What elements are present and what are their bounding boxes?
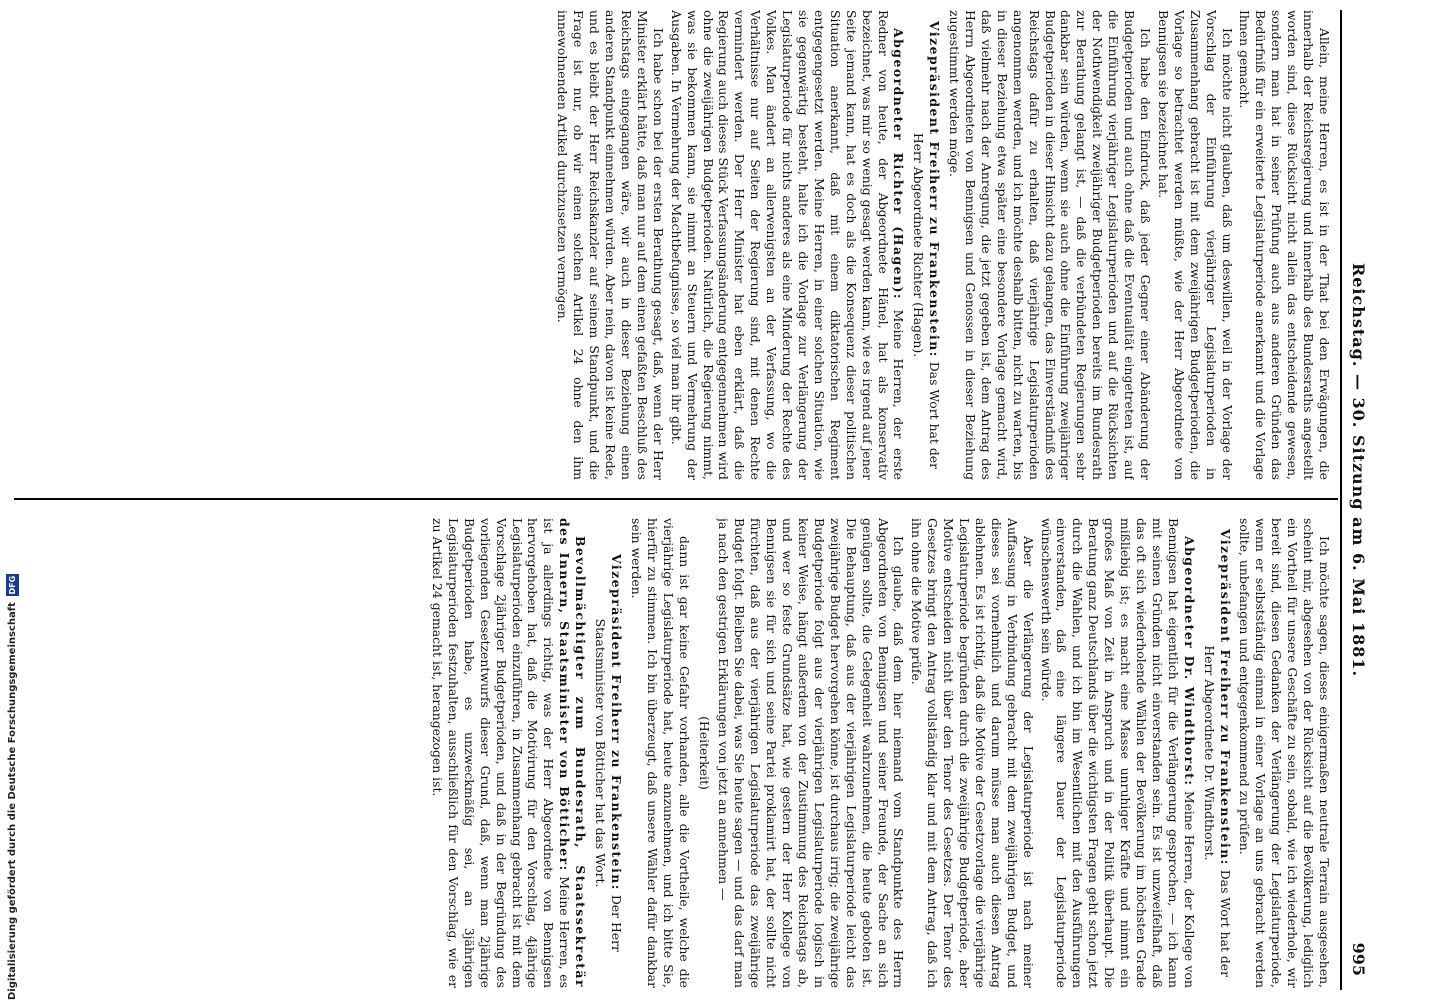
paragraph-text: dann ist gar keine Gefahr vorhanden, alle die Vortheile, welche die vierjährige Legislaturperiode hat, heute anzunehmen, und ich bitte Sie, hierfür zu stimmen. Ich bin überzeugt, daß unsere Wähler dafür dankbar sein werden. [628, 518, 692, 988]
paragraph [1155, 10, 1235, 480]
text-column-left [12, 518, 1332, 988]
speaker-name: Bevollmächtigter zum Bundesrath, Staatssekretär des Innern, Staatsminister von Bötticher: [557, 518, 589, 988]
paragraph-text: Das Wort hat der Herr Abgeordnete Dr. Windthorst. [1201, 645, 1233, 978]
centered-paragraph [592, 518, 624, 988]
digitization-footer [2, 400, 22, 1000]
page-header [1344, 24, 1374, 976]
paragraph-text: Meine Herren, es ist ja allerdings richtig, was der Herr Abgeordnete von Bennigsen hervorgehoben hat, daß die Motivirung für den Vorschlag, 4jährige Legislaturperioden einzuführen, in Zusammenhang gebracht ist mit dem Vorschlage 2jähriger Budgetperioden, und daß in der Begründung des vorliegenden Gesetzentwurfs dieser Grund, daß, wenn man 2jährige Budgetperioden habe, es unzweckmäßig sei, an 3jährigen Legislaturperioden festzuhalten, ausschließlich für den Vorschlag, wie er zu Artikel 24 gemacht ist, herangezogen ist. [430, 518, 573, 988]
running-title: Reichstag. — 30. Sitzung am 6. Mai 1881. [1349, 262, 1369, 678]
paragraph-text: Ich möchte sagen, dieses einigermaßen neutrale Terrain ausgesehen, scheint mir, abgesehen von der Rücksicht auf die Bevölkerung, lediglich ein Vortheil für unsere Geschäfte zu sein, sobald, wie ich wiederhole, wir bereit sind, diesen Gedanken der Verlängerung der Legislaturperiode, wenn er selbstständig einmal in einer Vorlage an uns gebracht werden sollte, unbefangen und entgegenkommend zu prüfen. [1237, 518, 1332, 988]
text-column-right [12, 10, 1332, 480]
paragraph-text: Meine Herren, der erste Redner von heute, der Abgeordnete Hänel, hat als konservativ bezeichnet, was mir so wenig gesagt werden kann, wie es irgend auf jener Seite jemand kann, hat es doch als die Konsequenz dieser politischen Situation anerkannt, daß mit einem diktatorischen Regiment entgegengesetzt werden. Meine Herren, in einer solchen Situation, wie sie gegenwärtig besteht, halte ich die Vorlage zur Verlängerung der Legislaturperiode für nichts anderes als eine Minderung der Rechte des Volkes. Man ändert an allerwenigsten an der Verfassung, wo die Verhältnisse nur auf Seiten der Regierung sind, mit denen Rechte vermindert werden. Der Herr Minister hat eben erklärt, daß die Regierung auch dieses Stück Verfassungsänderung entgegennehmen wird ohne die zweijährigen Budgetperioden. Natürlich, die Regierung nimmt, was sie bekommen kann, sie nimmt an Steuern und Vermehrung der Ausgaben. In Vermehrung der Machtbefugnisse, so viel man ihr gibt. [668, 10, 907, 480]
paragraph [1038, 518, 1197, 988]
paragraph [555, 10, 666, 480]
centered-paragraph [696, 518, 712, 988]
paragraph-text: Ich glaube, daß dem hier niemand vom Standpunkte des Herrn Abgeordneten von Bennigsen und seiner Freunde, der Sache an sich genügen sollte, die Gelegenheit wahrzunehmen, die heute geboten ist. Die Behauptung, daß aus der vierjährigen Legislaturperiode leicht das zweijährige Budget hervorgehen könne, ist durchaus irrig; die zweijährige Budgetperiode folgt aus der vierjährigen Legislaturperiode logisch in keiner Weise, hängt außerdem von der Zustimmung des Reichstags ab, und wer so feste Grundsätze hat, wie gestern der Herr Kollege von Bennigsen sie für sich und seine Partei proklamirt hat, der sollte nicht fürchten, daß aus der vierjährigen Legislaturperiode das zweijährige Budget folgt. Bleiben Sie dabei, was Sie heute sagen — und das darf man ja nach den gestrigen Erklärungen von jetzt an annehmen — [716, 518, 907, 988]
paragraph [1237, 10, 1332, 480]
speaker-name: Vizepräsident Freiherr zu Frankenstein: [927, 20, 943, 358]
header-rule [1340, 10, 1342, 990]
page-number: 995 [1349, 942, 1369, 976]
paragraph [628, 518, 692, 988]
paragraph-text: Aber die Verlängerung der Legislaturperiode ist nach meiner Auffassung in Verbindung gebracht mit dem zweijährigen Budget, und dieses sei vornehmlich und darum müsse man auch diesen Antrag ablehnen. Es ist richtig, daß die Motive der Gesetzvorlage die vierjährige Legislaturperiode begründen durch die zweijährige Budgetperiode, aber Motive entscheiden nicht über den Tenor des Gesetzes. Der Tenor des Gesetzes bringt den Antrag vollständig klar und mit dem Antrag, daß ich ihn ohne die Motive prüfe. [909, 518, 1036, 988]
paragraph-text: Allein, meine Herren, es ist in der That bei den Erwägungen, die innerhalb der Reichsregierung und innerhalb des Bundesraths angestellt worden sind, diese Rücksicht nicht allein das entscheidende gewesen, sondern man hat in seiner Prüfung auch aus anderen Gründen das Bedürfniß für ein erweiterte Legislaturperiode anerkannt und die Vorlage Ihnen gemacht. [1237, 10, 1332, 480]
centered-paragraph [1201, 518, 1233, 988]
paragraph-text: (Heiterkeit) [696, 716, 712, 790]
paragraph [908, 518, 1035, 988]
speaker-name: Abgeordneter Richter (Hagen): [891, 28, 907, 301]
paragraph [668, 10, 907, 480]
paragraph-text: Ich habe den Eindruck, daß jeder Gegner einer Abänderung der Budgetperioden und auch ohne daß die Eventualität eingetreten ist, auf die Einführung vierjähriger Legislaturperioden und auf die Rücksichten der Nothwendigkeit zweijähriger Budgetperioden bereits im Bundesrath zur Berathung gelangt ist, — daß die verbündeten Regierungen sehr dankbar sein würden, wenn sie auch ohne die Einführung zweijähriger Budgetperioden in dieser Hinsicht dazu gelangen, das Einverständniß des Reichstags dafür zu erhalten, daß vierjährige Legislaturperioden angenommen werden, und ich möchte deshalb bitten, nicht zu warten, bis in dieser Beziehung etwa später eine besondere Vorlage gemacht wird, daß vielmehr nach der Anregung, die jetzt gegeben ist, dem Antrag des Herrn Abgeordneten von Bennigsen und Genossen in dieser Beziehung zugestimmt werden möge. [947, 10, 1154, 480]
paragraph [429, 518, 588, 988]
footer-text: Digitalisierung gefördert durch die Deutsche Forschungsgemeinschaft [6, 602, 18, 1000]
speaker-name: Vizepräsident Freiherr zu Frankenstein: [1217, 528, 1233, 866]
speaker-name: Abgeordneter Dr. Windthorst: [1181, 536, 1197, 787]
dfg-logo-icon: DFG [7, 575, 17, 595]
paragraph [1237, 518, 1332, 988]
paragraph-text: Ich habe schon bei der ersten Berathung gesagt, daß, wenn der Herr Minister erklärt hätte, daß man nur auf dem einen gefaßten Beschluß des Reichstags eingegangen wäre, wir auch in dieser Beziehung einen anderen Standpunkt einnehmen würden. Aber nein, davon ist keine Rede, und es bleibt der Herr Reichskanzler auf seinem Standpunkt, und die Frage ist nur, ob wir einen solchen Artikel 24 ohne den ihm innewohnenden Artikel durchzusetzen vermögen. [555, 10, 666, 480]
paragraph-text: Das Wort hat der Herr Abgeordnete Richter (Hagen). [911, 132, 943, 470]
paragraph-text: Meine Herren, der Kollege von Bennigsen hat eigentlich für die Verlängerung gesprochen, — ich kann mit seinen Gründen nicht einverstanden sein. Es ist unzweifelhaft, daß das oft sich wiederholende Wählen der Bevölkerung im höchsten Grade mißliebig ist; es macht eine Masse unruhiger Kräfte und nimmt ein großes Maß von Zeit in Anspruch und in der Politik überhaupt. Die Beratung ganz Deutschlands über die wichtigsten Fragen geht schon jetzt durch die Wahlen, und ich bin im Wesentlichen mit den Ausführungen einverstanden, daß eine längere Dauer der Legislaturperiode wünschenswerth sein würde. [1038, 518, 1197, 988]
column-divider [14, 498, 1338, 500]
paragraph-text: Der Herr Staatsminister von Bötticher hat das Wort. [593, 618, 625, 952]
paragraph [716, 518, 907, 988]
paragraph-text: Ich möchte nicht glauben, daß um deswillen, weil in der Vorlage der Vorschlag der Einführung vierjähriger Legislaturperioden in Zusammenhang gebracht ist mit dem zweijährigen Budgetperioden, die Vorlage so betrachtet werden müßte, wie der Herr Abgeordnete von Bennigsen sie bezeichnet hat. [1155, 10, 1235, 480]
paragraph [946, 10, 1153, 480]
speaker-name: Vizepräsident Freiherr zu Frankenstein: [609, 554, 625, 891]
centered-paragraph [910, 10, 942, 480]
